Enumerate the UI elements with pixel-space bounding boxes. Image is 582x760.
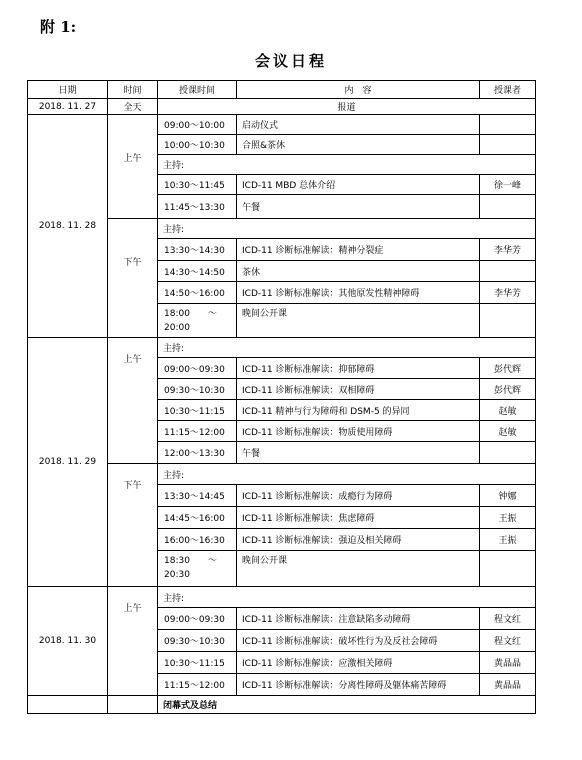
- header-date: 日期: [28, 81, 108, 99]
- header-speaker: 授课者: [480, 81, 536, 99]
- content-cell: ICD-11 诊断标准解读：强迫及相关障碍: [237, 529, 480, 551]
- speaker-cell: 李华芳: [480, 239, 536, 261]
- speaker-cell: [480, 304, 536, 338]
- content-cell: 午餐: [237, 195, 480, 219]
- time-end: 20:30: [164, 570, 190, 580]
- speaker-cell: 钟娜: [480, 485, 536, 507]
- time-cell: 09:30～10:30: [158, 379, 237, 400]
- time-cell: 14:30～14:50: [158, 261, 237, 282]
- header-content: 内 容: [237, 81, 480, 99]
- closing-cell: 闭幕式及总结: [158, 696, 536, 714]
- schedule-table: [27, 80, 536, 714]
- time-cell: 11:15～12:00: [158, 674, 237, 696]
- header-time: 授课时间: [158, 81, 237, 99]
- table-header-row: [28, 81, 536, 99]
- speaker-cell: [480, 195, 536, 219]
- period-cell: 全天: [108, 99, 158, 115]
- period-cell: 上午: [108, 587, 158, 696]
- speaker-cell: 赵敏: [480, 400, 536, 421]
- content-cell: ICD-11 诊断标准解读：精神分裂症: [237, 239, 480, 261]
- speaker-cell: 彭代辉: [480, 379, 536, 400]
- page-title: 会议日程: [254, 52, 327, 70]
- content-cell: ICD-11 诊断标准解读：应激相关障碍: [237, 652, 480, 674]
- speaker-cell: 黄晶晶: [480, 652, 536, 674]
- time-cell: 13:30～14:30: [158, 239, 237, 261]
- speaker-cell: [480, 261, 536, 282]
- content-cell: ICD-11 诊断标准解读：分离性障碍及躯体痛苦障碍: [237, 674, 480, 696]
- time-cell: [158, 551, 237, 587]
- content-cell: 茶休: [237, 261, 480, 282]
- period-cell: 上午: [108, 338, 158, 464]
- content-cell: 启动仪式: [237, 115, 480, 135]
- time-cell: 09:00～09:30: [158, 358, 237, 379]
- speaker-cell: [480, 135, 536, 155]
- speaker-cell: 黄晶晶: [480, 674, 536, 696]
- time-end: 20:00: [164, 323, 190, 333]
- date-cell: 2018. 11. 28: [28, 115, 108, 338]
- time-cell: 10:30～11:45: [158, 175, 237, 195]
- content-cell: ICD-11 诊断标准解读：成瘾行为障碍: [237, 485, 480, 507]
- period-cell: 下午: [108, 219, 158, 338]
- speaker-cell: 徐一峰: [480, 175, 536, 195]
- content-cell: 午餐: [237, 442, 480, 464]
- speaker-cell: 李华芳: [480, 282, 536, 304]
- table-row: [28, 587, 536, 608]
- time-cell: 09:00～09:30: [158, 608, 237, 630]
- content-cell: 报道: [158, 99, 536, 115]
- content-cell: ICD-11 诊断标准解读：其他原发性精神障碍: [237, 282, 480, 304]
- speaker-cell: [480, 551, 536, 587]
- table-row: [28, 115, 536, 135]
- time-cell: 14:50～16:00: [158, 282, 237, 304]
- time-cell: 10:30～11:15: [158, 652, 237, 674]
- period-cell: 上午: [108, 115, 158, 219]
- content-cell: ICD-11 诊断标准解读：抑郁障碍: [237, 358, 480, 379]
- content-cell: 晚间公开课: [237, 551, 480, 587]
- period-cell: 下午: [108, 464, 158, 587]
- time-cell: [158, 304, 237, 338]
- time-cell: 16:00～16:30: [158, 529, 237, 551]
- speaker-cell: 彭代辉: [480, 358, 536, 379]
- time-start: 18:30 ～: [164, 556, 217, 566]
- content-cell: ICD-11 诊断标准解读：破坏性行为及反社会障碍: [237, 630, 480, 652]
- content-cell: ICD-11 精神与行为障碍和 DSM-5 的异同: [237, 400, 480, 421]
- host-cell: 主持:: [158, 587, 536, 608]
- date-cell: 2018. 11. 27: [28, 99, 108, 115]
- speaker-cell: [480, 442, 536, 464]
- table-row: [28, 338, 536, 358]
- content-cell: ICD-11 诊断标准解读：双相障碍: [237, 379, 480, 400]
- host-cell: 主持:: [158, 219, 536, 239]
- time-cell: 12:00～13:30: [158, 442, 237, 464]
- content-cell: 合照&茶休: [237, 135, 480, 155]
- content-cell: ICD-11 诊断标准解读：注意缺陷多动障碍: [237, 608, 480, 630]
- time-cell: 11:15～12:00: [158, 421, 237, 442]
- speaker-cell: 王振: [480, 529, 536, 551]
- host-cell: 主持:: [158, 464, 536, 485]
- speaker-cell: [480, 115, 536, 135]
- table-row: [28, 696, 536, 714]
- time-cell: 13:30～14:45: [158, 485, 237, 507]
- time-start: 18:00 ～: [164, 309, 217, 319]
- content-cell: 晚间公开课: [237, 304, 480, 338]
- time-cell: 09:30～10:30: [158, 630, 237, 652]
- table-row: [28, 99, 536, 115]
- date-cell: [28, 696, 108, 714]
- time-cell: 10:30～11:15: [158, 400, 237, 421]
- content-cell: ICD-11 MBD 总体介绍: [237, 175, 480, 195]
- period-cell: [108, 696, 158, 714]
- time-cell: 11:45～13:30: [158, 195, 237, 219]
- time-cell: 09:00～10:00: [158, 115, 237, 135]
- content-cell: ICD-11 诊断标准解读：焦虑障碍: [237, 507, 480, 529]
- header-period: 时间: [108, 81, 158, 99]
- host-cell: 主持:: [158, 338, 536, 358]
- speaker-cell: 王振: [480, 507, 536, 529]
- content-cell: ICD-11 诊断标准解读：物质使用障碍: [237, 421, 480, 442]
- time-cell: 10:00～10:30: [158, 135, 237, 155]
- date-cell: 2018. 11. 30: [28, 587, 108, 696]
- date-cell: 2018. 11. 29: [28, 338, 108, 587]
- speaker-cell: 程文红: [480, 608, 536, 630]
- speaker-cell: 赵敏: [480, 421, 536, 442]
- speaker-cell: 程文红: [480, 630, 536, 652]
- appendix-label: 附 1:: [40, 18, 77, 36]
- time-cell: 14:45～16:00: [158, 507, 237, 529]
- host-cell: 主持:: [158, 155, 536, 175]
